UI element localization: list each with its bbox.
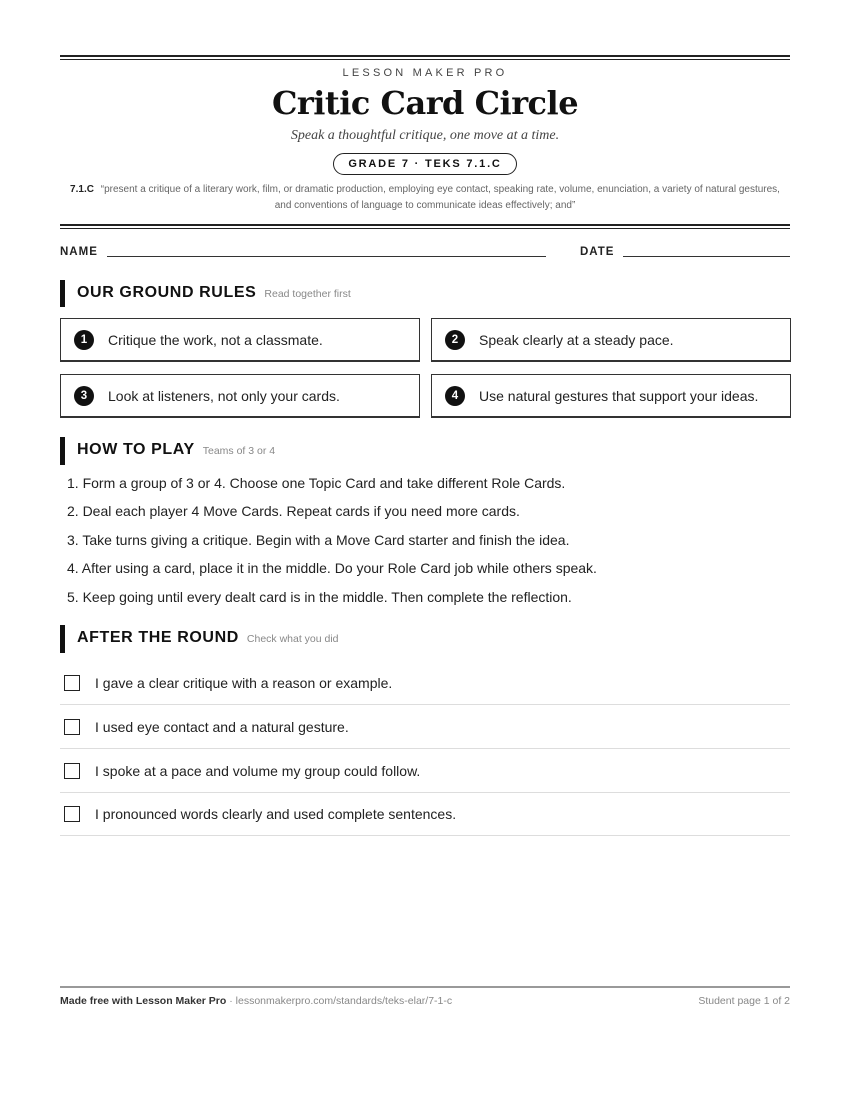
footer-credit [60, 995, 452, 1007]
reflection-text: I gave a clear critique with a reason or example. [95, 674, 393, 691]
ground-rules-title: OUR GROUND RULES [77, 284, 257, 301]
reflection-item [60, 749, 790, 793]
after-round-heading [77, 629, 339, 647]
instruction-step: 5. Keep going until every dealt card is in the middle. Then complete the reflection. [67, 588, 572, 605]
ground-rule-card [431, 374, 791, 418]
footer-url[interactable]: · lessonmakerpro.com/standards/teks-elar/7-1-c [226, 995, 453, 1007]
section-marker [60, 280, 65, 307]
standard-statement [62, 182, 788, 214]
ground-rule-text: Look at listeners, not only your cards. [108, 387, 340, 404]
ground-rule-text: Critique the work, not a classmate. [108, 331, 323, 348]
instruction-step: 4. After using a card, place it in the middle. Do your Role Card job while others speak. [67, 560, 597, 577]
reflection-text: I spoke at a pace and volume my group could follow. [95, 762, 421, 779]
rule-number-badge: 3 [74, 386, 94, 406]
section-marker [60, 437, 65, 465]
instruction-step: 3. Take turns giving a critique. Begin with a Move Card starter and finish the idea. [67, 531, 570, 548]
page-number: Student page 1 of 2 [698, 995, 790, 1007]
page-subtitle: Speak a thoughtful critique, one move at a time. [290, 128, 560, 143]
header-top-rule [60, 55, 790, 60]
ground-rule-card [60, 374, 420, 418]
footer-made-with: Made free with Lesson Maker Pro [60, 995, 227, 1007]
reflection-item [60, 661, 790, 705]
standard-text: “present a critique of a literary work, film, or dramatic production, employing eye contact, speaking rate, volume, enunciation, a variety of natural gestures, and conventions of language to communicate ideas effectively; and” [100, 184, 780, 211]
name-field[interactable] [107, 256, 546, 257]
reflection-text: I used eye contact and a natural gesture. [95, 718, 349, 735]
ground-rule-card [60, 318, 420, 362]
after-round-title: AFTER THE ROUND [77, 629, 239, 646]
reflection-item [60, 705, 790, 749]
reflection-checkbox[interactable] [64, 675, 80, 691]
page-title: Critic Card Circle [271, 84, 579, 122]
ground-rule-text: Speak clearly at a steady pace. [479, 331, 674, 348]
instruction-step: 1. Form a group of 3 or 4. Choose one Topic Card and take different Role Cards. [67, 475, 566, 491]
standard-code: 7.1.C [70, 184, 94, 195]
brand-name: LESSON MAKER PRO [342, 67, 508, 79]
ground-rules-heading [77, 284, 351, 302]
grade-badge: GRADE 7 · TEKS 7.1.C [333, 153, 516, 175]
grade-badge-wrap [0, 153, 850, 175]
how-to-play-heading [77, 441, 275, 459]
date-label: DATE [580, 246, 615, 258]
ground-rule-text: Use natural gestures that support your ideas. [479, 387, 759, 404]
reflection-text: I pronounced words clearly and used complete sentences. [95, 805, 457, 822]
after-round-note: Check what you did [246, 633, 339, 645]
name-label: NAME [60, 246, 98, 258]
rule-number-badge: 4 [445, 386, 465, 406]
reflection-checkbox[interactable] [64, 719, 80, 735]
section-marker [60, 625, 65, 653]
rule-number-badge: 2 [445, 330, 465, 350]
instruction-step: 2. Deal each player 4 Move Cards. Repeat cards if you need more cards. [67, 503, 520, 520]
ground-rule-card [431, 318, 791, 362]
footer-rule [60, 986, 790, 988]
reflection-checkbox[interactable] [64, 763, 80, 779]
instruction-list [67, 472, 787, 614]
date-field[interactable] [623, 256, 790, 257]
how-to-play-note: Teams of 3 or 4 [202, 445, 276, 457]
reflection-checkbox[interactable] [64, 806, 80, 822]
rule-number-badge: 1 [74, 330, 94, 350]
header-bottom-rule [60, 224, 790, 229]
ground-rules-note: Read together first [264, 288, 351, 300]
reflection-item [60, 792, 790, 836]
how-to-play-title: HOW TO PLAY [77, 441, 195, 458]
